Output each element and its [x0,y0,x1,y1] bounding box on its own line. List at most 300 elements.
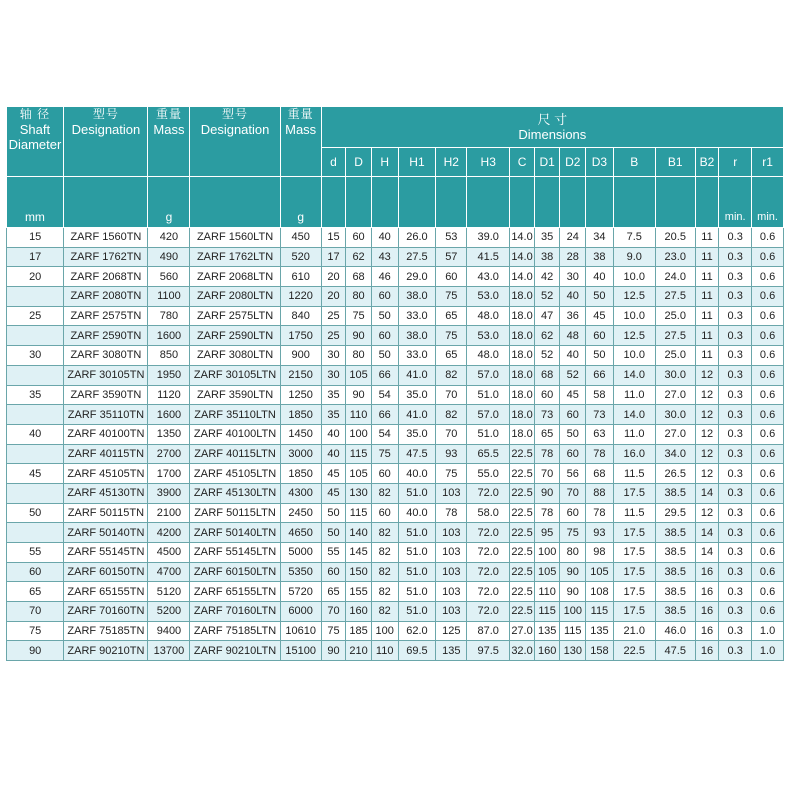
table-cell: 1600 [148,405,190,425]
table-cell: 3000 [280,444,321,464]
table-cell: 110 [346,405,372,425]
table-cell: 0.6 [752,562,784,582]
table-cell: ZARF 3080TN [64,346,148,366]
dim-col-header-d: d [321,148,346,177]
table-cell: 0.3 [719,247,752,267]
table-cell: 560 [148,267,190,287]
table-row [7,424,784,444]
table-cell: 12 [695,503,719,523]
table-cell: 11 [695,228,719,248]
table-cell: 125 [436,621,467,641]
table-cell: 60 [371,464,398,484]
table-row [7,385,784,405]
table-cell: 32.0 [510,641,535,661]
table-row [7,503,784,523]
table-cell: 16 [695,602,719,622]
table-cell: 50 [321,503,346,523]
table-cell: 75 [436,287,467,307]
table-cell: 75 [371,444,398,464]
table-cell: ZARF 50115LTN [190,503,280,523]
table-cell: 51.0 [467,424,510,444]
table-row [7,523,784,543]
table-cell: 22.5 [510,543,535,563]
table-cell: 11 [695,326,719,346]
table-cell: 93 [436,444,467,464]
table-cell: 9.0 [613,247,655,267]
table-cell: 2150 [280,365,321,385]
table-cell [7,483,64,503]
table-cell: ZARF 45105LTN [190,464,280,484]
table-cell: 38.5 [655,543,695,563]
table-cell: 1850 [280,405,321,425]
table-cell: 0.6 [752,287,784,307]
dim-unit-h1 [398,177,436,228]
table-cell: 30 [321,365,346,385]
table-cell: 45 [586,306,614,326]
table-cell: 100 [346,424,372,444]
table-cell: 155 [346,582,372,602]
table-cell: 12 [695,464,719,484]
table-cell: 50 [371,346,398,366]
table-cell: 82 [371,543,398,563]
table-cell: 18.0 [510,326,535,346]
table-cell: 55 [7,543,64,563]
table-cell: ZARF 3590TN [64,385,148,405]
table-cell: 115 [346,444,372,464]
table-cell: 11.0 [613,385,655,405]
table-cell: 75 [436,464,467,484]
dim-col-header-d2: D2 [560,148,586,177]
table-cell: 5720 [280,582,321,602]
table-cell: 68 [534,365,560,385]
table-cell: 17.5 [613,483,655,503]
table-cell: 100 [560,602,586,622]
table-row [7,543,784,563]
table-cell: 24 [560,228,586,248]
table-cell: 90 [346,385,372,405]
table-cell: 51.0 [398,523,436,543]
table-cell: 17 [321,247,346,267]
table-cell: 115 [346,503,372,523]
table-cell: 110 [371,641,398,661]
table-cell: 490 [148,247,190,267]
bearing-spec-table [6,107,784,661]
table-cell: ZARF 2068TN [64,267,148,287]
table-cell: 58 [586,385,614,405]
table-cell: ZARF 30105LTN [190,365,280,385]
table-row [7,602,784,622]
table-cell: 78 [586,503,614,523]
dim-unit-d2 [560,177,586,228]
table-cell: 65.5 [467,444,510,464]
table-cell: ZARF 3590LTN [190,385,280,405]
table-cell: 3900 [148,483,190,503]
table-cell: ZARF 35110TN [64,405,148,425]
table-cell: 25 [7,306,64,326]
table-cell: 22.5 [613,641,655,661]
table-row [7,582,784,602]
table-cell: 0.3 [719,543,752,563]
table-cell: 14.0 [613,365,655,385]
table-cell: ZARF 50115TN [64,503,148,523]
table-cell: 450 [280,228,321,248]
table-cell: 0.6 [752,306,784,326]
table-cell: 52 [560,365,586,385]
table-cell: 52 [534,287,560,307]
table-cell: 51.0 [398,582,436,602]
table-cell: 145 [346,543,372,563]
table-cell: 108 [586,582,614,602]
table-cell: 140 [346,523,372,543]
table-cell: 75 [7,621,64,641]
table-cell: 65 [436,346,467,366]
dim-unit-d [321,177,346,228]
table-cell: 29.0 [398,267,436,287]
table-cell: 47 [534,306,560,326]
dim-unit-b [613,177,655,228]
table-cell: 35 [321,385,346,405]
table-cell: 1450 [280,424,321,444]
table-cell: ZARF 75185LTN [190,621,280,641]
table-cell: 30.0 [655,405,695,425]
table-cell: ZARF 2590TN [64,326,148,346]
table-cell: 38.0 [398,326,436,346]
table-cell: 70 [436,424,467,444]
table-cell: 40 [586,267,614,287]
table-cell: 12.5 [613,287,655,307]
table-cell: 14 [695,483,719,503]
mass-1-cn: 重量 [155,107,182,121]
table-cell: 18.0 [510,346,535,366]
table-cell: 60 [321,562,346,582]
dim-unit-h [371,177,398,228]
table-cell: 610 [280,267,321,287]
table-cell: 65 [321,582,346,602]
table-cell: 0.3 [719,385,752,405]
table-cell: ZARF 60150TN [64,562,148,582]
table-cell: 80 [346,346,372,366]
table-cell: 5120 [148,582,190,602]
table-cell: 38.5 [655,523,695,543]
table-cell: 53.0 [467,287,510,307]
table-cell: 103 [436,582,467,602]
table-cell: 130 [560,641,586,661]
table-cell: 45 [321,483,346,503]
table-cell: 16 [695,562,719,582]
table-cell: ZARF 60150LTN [190,562,280,582]
table-cell: 45 [560,385,586,405]
table-cell: ZARF 35110LTN [190,405,280,425]
table-cell: 72.0 [467,582,510,602]
dim-unit-b2 [695,177,719,228]
table-cell: 72.0 [467,523,510,543]
dim-unit-r1: min. [752,177,784,228]
table-cell: 29.5 [655,503,695,523]
shaft-header-en2: Diameter [8,137,62,152]
table-cell: 58.0 [467,503,510,523]
table-cell: 0.3 [719,346,752,366]
table-cell: 90 [346,326,372,346]
table-cell: 14 [695,543,719,563]
table-cell: 1250 [280,385,321,405]
table-cell: 38.5 [655,562,695,582]
table-cell: 22.5 [510,444,535,464]
table-cell: 25.0 [655,306,695,326]
table-cell: 27.5 [655,287,695,307]
table-cell: 68 [346,267,372,287]
table-cell: 17 [7,247,64,267]
table-cell: 16 [695,621,719,641]
table-cell: 48.0 [467,346,510,366]
table-cell: 11 [695,247,719,267]
shaft-header-en1: Shaft [19,122,51,137]
table-cell: 850 [148,346,190,366]
table-cell: ZARF 70160LTN [190,602,280,622]
table-cell: 100 [534,543,560,563]
table-cell: 36 [560,306,586,326]
table-cell: 11 [695,306,719,326]
designation-1-cn: 型号 [92,107,119,121]
table-cell: 100 [371,621,398,641]
dim-col-header-b: B [613,148,655,177]
designation-header-2 [190,107,280,177]
table-cell: 12 [695,385,719,405]
table-cell: 0.6 [752,346,784,366]
table-cell: 20.5 [655,228,695,248]
table-cell: 11 [695,346,719,366]
spec-table-body [7,228,784,661]
table-cell: ZARF 40115LTN [190,444,280,464]
table-cell: 135 [534,621,560,641]
table-cell: ZARF 1762TN [64,247,148,267]
mass-2-unit: g [280,177,321,228]
table-cell: 66 [586,365,614,385]
mass-header-2 [280,107,321,177]
table-cell: 38.0 [398,287,436,307]
table-cell: 30 [7,346,64,366]
table-cell: 25 [321,326,346,346]
table-cell: 51.0 [398,602,436,622]
table-cell: 20 [7,267,64,287]
table-cell: 65 [534,424,560,444]
table-cell: 72.0 [467,543,510,563]
table-cell: ZARF 90210LTN [190,641,280,661]
table-cell: 22.5 [510,503,535,523]
table-cell: 38.5 [655,602,695,622]
table-cell: ZARF 30105TN [64,365,148,385]
table-cell: 1.0 [752,641,784,661]
table-cell: 22.5 [510,523,535,543]
table-cell: 52 [534,346,560,366]
table-cell: ZARF 50140LTN [190,523,280,543]
table-cell [7,326,64,346]
table-cell: 210 [346,641,372,661]
table-cell: 54 [371,385,398,405]
designation-header-1 [64,107,148,177]
table-cell: 40 [560,346,586,366]
table-cell: 69.5 [398,641,436,661]
table-cell: 39.0 [467,228,510,248]
table-cell: 27.0 [655,424,695,444]
table-cell: 72.0 [467,602,510,622]
table-cell: ZARF 2080LTN [190,287,280,307]
table-cell: 38 [586,247,614,267]
table-cell: 0.3 [719,503,752,523]
table-cell: 103 [436,523,467,543]
table-cell: 14 [695,523,719,543]
table-row [7,306,784,326]
table-cell: 40.0 [398,464,436,484]
table-cell: 0.6 [752,582,784,602]
table-cell: 65 [436,306,467,326]
units-row [7,177,784,228]
table-cell: 60 [346,228,372,248]
table-cell: 57 [436,247,467,267]
table-cell: 50 [7,503,64,523]
dimensions-en: Dimensions [518,127,587,142]
table-cell: 103 [436,543,467,563]
dim-col-header-c: C [510,148,535,177]
table-cell: 110 [534,582,560,602]
table-row [7,326,784,346]
table-cell: 35.0 [398,424,436,444]
table-cell: 1100 [148,287,190,307]
table-cell: 35 [534,228,560,248]
table-cell: 16 [695,582,719,602]
table-cell: 420 [148,228,190,248]
designation-2-en: Designation [200,122,270,137]
table-cell: 43.0 [467,267,510,287]
table-cell: 105 [346,464,372,484]
table-cell: 60 [560,444,586,464]
table-cell: 12 [695,444,719,464]
table-cell: 62 [534,326,560,346]
dim-unit-h2 [436,177,467,228]
table-cell: 65 [7,582,64,602]
table-cell: 60 [371,503,398,523]
table-cell: 2700 [148,444,190,464]
table-cell: 70 [7,602,64,622]
table-cell: 1600 [148,326,190,346]
table-row [7,405,784,425]
table-cell: 73 [534,405,560,425]
table-cell: 60 [534,385,560,405]
table-cell: 66 [371,405,398,425]
table-cell: 51.0 [398,543,436,563]
table-cell: 38.5 [655,582,695,602]
table-cell: 16.0 [613,444,655,464]
table-cell [7,444,64,464]
table-cell: 34 [586,228,614,248]
table-cell: ZARF 45105TN [64,464,148,484]
table-cell: 24.0 [655,267,695,287]
dim-col-header-h2: H2 [436,148,467,177]
table-cell: 50 [560,424,586,444]
table-cell: 62 [346,247,372,267]
table-cell: ZARF 2575LTN [190,306,280,326]
table-cell: 0.6 [752,464,784,484]
table-cell: 70 [321,602,346,622]
table-cell: 135 [586,621,614,641]
table-cell: 900 [280,346,321,366]
table-cell: 115 [534,602,560,622]
table-cell: 41.5 [467,247,510,267]
table-cell: 78 [586,444,614,464]
shaft-unit: mm [7,177,64,228]
table-cell: 54 [371,424,398,444]
dim-col-header-d3: D3 [586,148,614,177]
table-cell: ZARF 1762LTN [190,247,280,267]
table-cell: 72.0 [467,483,510,503]
table-cell [7,287,64,307]
table-cell: 12.5 [613,326,655,346]
table-cell: 0.6 [752,483,784,503]
table-cell: 18.0 [510,365,535,385]
table-cell: 40 [321,424,346,444]
table-cell: 30 [321,346,346,366]
table-cell: 17.5 [613,582,655,602]
table-cell: 10.0 [613,306,655,326]
table-cell: 45 [321,464,346,484]
dim-col-header-r: r [719,148,752,177]
table-cell: 55.0 [467,464,510,484]
table-cell: 10.0 [613,267,655,287]
table-cell: 12 [695,424,719,444]
table-cell: 0.6 [752,267,784,287]
table-cell: 0.3 [719,444,752,464]
table-cell: 33.0 [398,346,436,366]
table-cell: 51.0 [398,483,436,503]
table-cell: 95 [534,523,560,543]
dim-unit-d [346,177,372,228]
table-cell [7,365,64,385]
table-cell: 46 [371,267,398,287]
table-cell: 40 [371,228,398,248]
table-cell: ZARF 50140TN [64,523,148,543]
table-cell: 78 [534,503,560,523]
table-cell: 1220 [280,287,321,307]
table-cell: 17.5 [613,602,655,622]
table-cell: 18.0 [510,424,535,444]
table-cell: 90 [560,582,586,602]
table-cell: 6000 [280,602,321,622]
table-cell: 60 [7,562,64,582]
table-cell: ZARF 65155TN [64,582,148,602]
table-cell: 45 [7,464,64,484]
table-cell: 27.0 [510,621,535,641]
table-cell: ZARF 45130TN [64,483,148,503]
table-cell: 4700 [148,562,190,582]
table-cell: 43 [371,247,398,267]
table-cell: 1350 [148,424,190,444]
table-cell: 78 [436,503,467,523]
table-cell: 25 [321,306,346,326]
table-cell: 70 [560,483,586,503]
table-cell: 1850 [280,464,321,484]
table-cell: ZARF 40100LTN [190,424,280,444]
table-cell: 18.0 [510,306,535,326]
table-cell: 15 [321,228,346,248]
table-cell: 780 [148,306,190,326]
table-cell: 0.6 [752,424,784,444]
table-cell: 12 [695,405,719,425]
table-cell: 0.6 [752,523,784,543]
table-cell: 11.5 [613,464,655,484]
table-cell: ZARF 45130LTN [190,483,280,503]
table-cell: 90 [560,562,586,582]
table-cell: 103 [436,562,467,582]
table-cell: 46.0 [655,621,695,641]
